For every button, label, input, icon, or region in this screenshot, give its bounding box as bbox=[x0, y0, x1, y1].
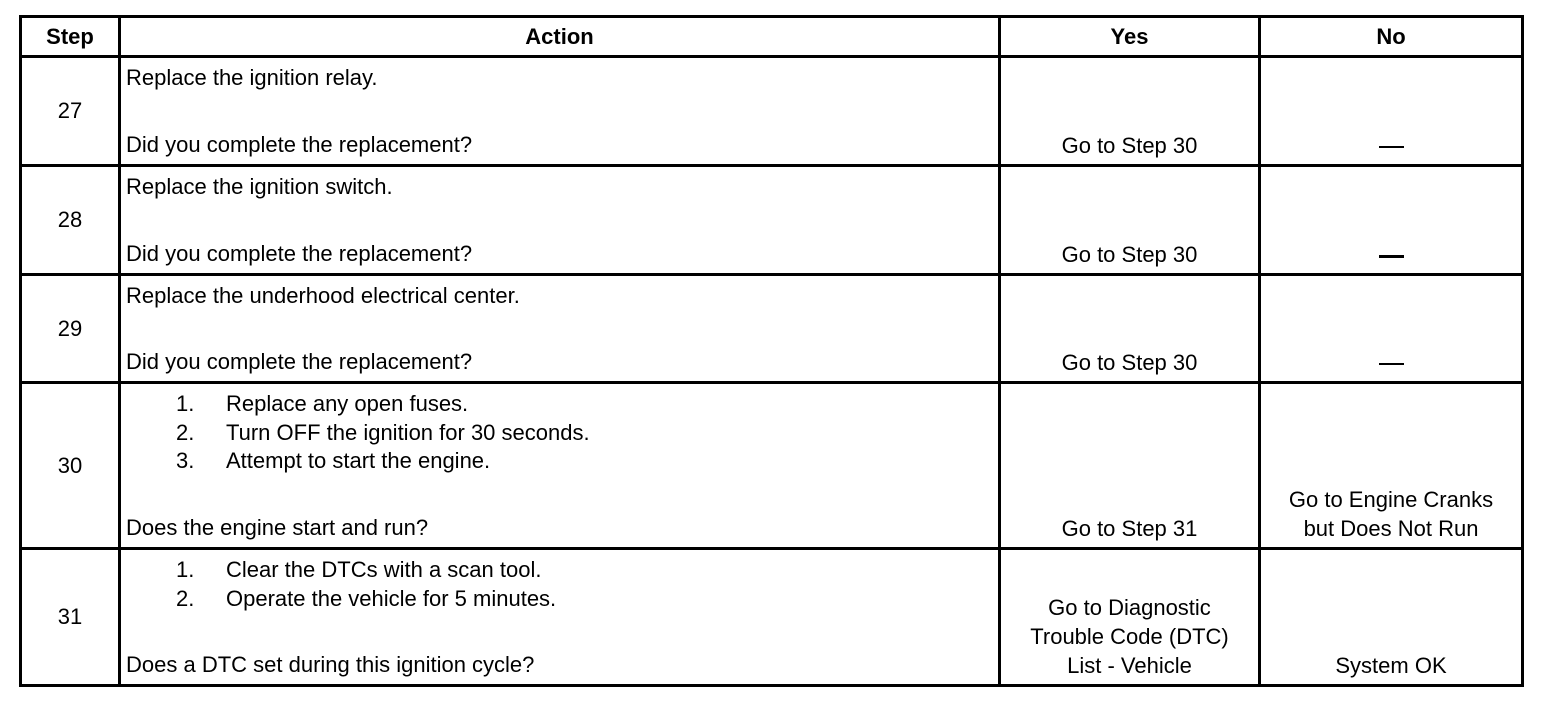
step-number: 30 bbox=[21, 383, 120, 549]
list-item-number: 2. bbox=[176, 419, 195, 445]
no-line: but Does Not Run bbox=[1303, 516, 1479, 541]
no-dash bbox=[1379, 146, 1404, 148]
no-dash bbox=[1379, 363, 1404, 365]
diagnostic-table bbox=[19, 15, 1524, 687]
table-row bbox=[21, 275, 1523, 383]
action-cell bbox=[120, 383, 1000, 549]
header-row bbox=[21, 17, 1523, 57]
no-line: Go to Engine Cranks bbox=[1288, 487, 1494, 512]
action-steps-list bbox=[126, 556, 998, 613]
no-cell bbox=[1260, 275, 1523, 383]
action-instruction: Replace the ignition relay. bbox=[126, 65, 378, 90]
list-item-number: 1. bbox=[176, 391, 195, 416]
action-question: Did you complete the replacement? bbox=[126, 241, 473, 266]
list-item bbox=[126, 419, 998, 448]
yes-cell: Go to Step 30 bbox=[1000, 166, 1260, 275]
no-cell bbox=[1260, 166, 1523, 275]
yes-cell bbox=[1000, 549, 1260, 686]
list-item bbox=[126, 556, 998, 585]
list-item-number: 3. bbox=[176, 448, 195, 473]
list-item bbox=[126, 585, 998, 614]
action-instruction: Replace the ignition switch. bbox=[126, 174, 393, 199]
yes-cell: Go to Step 30 bbox=[1000, 275, 1260, 383]
header-action: Action bbox=[120, 17, 1000, 57]
no-cell bbox=[1260, 383, 1523, 549]
action-question: Did you complete the replacement? bbox=[126, 349, 473, 374]
no-dash bbox=[1379, 255, 1404, 258]
header-yes: Yes bbox=[1000, 17, 1260, 57]
list-item-number: 1. bbox=[176, 557, 195, 582]
yes-cell: Go to Step 31 bbox=[1000, 383, 1260, 549]
table-row bbox=[21, 383, 1523, 549]
table-row bbox=[21, 166, 1523, 275]
yes-line: Go to Diagnostic bbox=[1048, 595, 1211, 620]
action-instruction: Replace the underhood electrical center. bbox=[126, 283, 520, 308]
action-cell bbox=[120, 549, 1000, 686]
yes-line: List - Vehicle bbox=[1067, 653, 1192, 678]
yes-line: Trouble Code (DTC) bbox=[1030, 624, 1229, 649]
action-question: Does a DTC set during this ignition cycle? bbox=[126, 652, 535, 677]
step-number: 28 bbox=[21, 166, 120, 275]
list-item-text: Turn OFF the ignition for 30 seconds. bbox=[226, 419, 590, 445]
header-step: Step bbox=[21, 17, 120, 57]
header-no: No bbox=[1260, 17, 1523, 57]
action-question: Does the engine start and run? bbox=[126, 515, 429, 540]
list-item-text: Replace any open fuses. bbox=[226, 391, 469, 416]
action-cell bbox=[120, 275, 1000, 383]
step-number: 29 bbox=[21, 275, 120, 383]
list-item bbox=[126, 390, 998, 419]
action-steps-list bbox=[126, 390, 998, 476]
action-cell bbox=[120, 166, 1000, 275]
yes-cell: Go to Step 30 bbox=[1000, 57, 1260, 166]
list-item bbox=[126, 447, 998, 476]
list-item-text: Attempt to start the engine. bbox=[226, 448, 491, 473]
table-row bbox=[21, 549, 1523, 686]
list-item-number: 2. bbox=[176, 585, 195, 611]
no-cell bbox=[1260, 57, 1523, 166]
no-cell: System OK bbox=[1260, 549, 1523, 686]
list-item-text: Operate the vehicle for 5 minutes. bbox=[226, 585, 557, 611]
action-question: Did you complete the replacement? bbox=[126, 132, 473, 157]
step-number: 31 bbox=[21, 549, 120, 686]
action-cell bbox=[120, 57, 1000, 166]
list-item-text: Clear the DTCs with a scan tool. bbox=[226, 557, 542, 582]
table-row bbox=[21, 57, 1523, 166]
step-number: 27 bbox=[21, 57, 120, 166]
